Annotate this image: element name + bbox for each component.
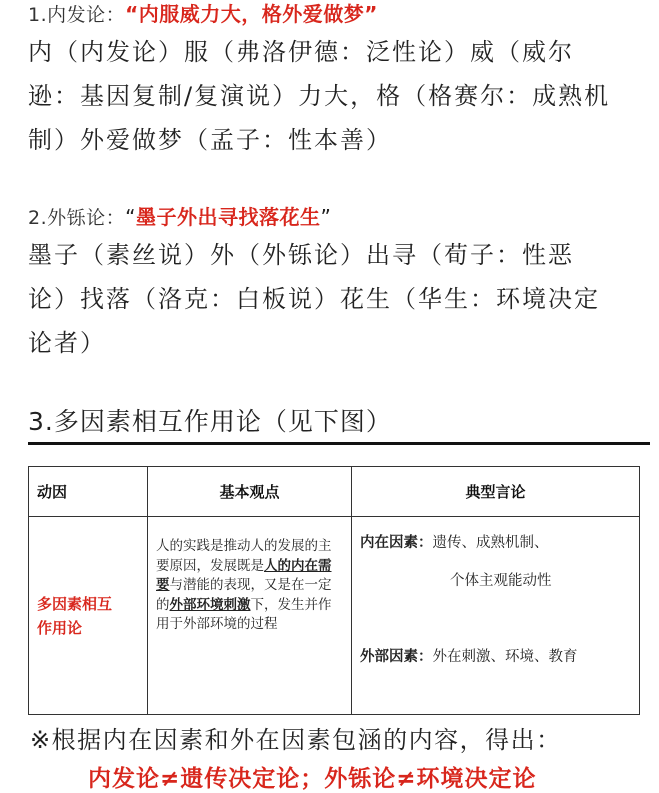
row-label-line: 多因素相互 [37,594,113,613]
viewpoint-part: 与潜能的表现，又是在一定的 [156,577,332,613]
internal-factors [360,531,549,552]
section1-heading [28,0,378,27]
section2-quote-close: ” [320,205,332,229]
section2-heading [28,201,331,230]
viewpoint-part: 人的实践是推动人的发展的主要原因，发展既是 [156,538,332,574]
viewpoint-text [156,523,343,635]
section1-mnemonic: “内服威力大，格外爱做梦” [125,2,378,26]
internal-line1: 遗传、成熟机制、 [432,535,549,551]
quotes-cell [352,517,640,715]
viewpoint-emphasis-internal: 人的内在需要 [156,557,332,593]
section-divider [28,442,650,445]
row-label [29,517,148,715]
section2-line: 论者） [28,329,106,357]
section1-line: 逊：基因复制/复演说）力大，格（格赛尔：成熟机 [28,82,611,110]
external-label: 外部因素： [360,648,433,665]
table-header-row [29,467,640,517]
row-label-line: 作用论 [37,618,83,637]
section1-line: 制）外爱做梦（孟子：性本善） [28,126,392,154]
viewpoint-part: 下，发生并作用于外部环境的过程 [156,596,332,632]
table-row [29,517,640,715]
conclusion: 内发论≠遗传决定论；外铄论≠环境决定论 [88,766,537,792]
section3-title: 3.多因素相互作用论（见下图） [28,407,392,436]
section2-mnemonic: 墨子外出寻找落花生 [136,205,321,229]
internal-line2: 个体主观能动性 [450,573,552,589]
external-factors [360,645,578,666]
external-text: 外在刺激、环境、教育 [432,649,578,665]
internal-label: 内在因素： [360,534,433,551]
viewpoint-cell [148,517,352,715]
summary-note: ※根据内在因素和外在因素包涵的内容，得出： [30,726,562,754]
section2-prefix: 2.外铄论： [28,207,126,229]
header-quotes: 典型言论 [352,467,640,517]
section1-body [28,30,653,162]
section1-line: 内（内发论）服（弗洛伊德：泛性论）威（威尔 [28,38,574,66]
header-viewpoint: 基本观点 [148,467,352,517]
section2-line: 论）找落（洛克：白板说）花生（华生：环境决定 [28,285,600,313]
section1-prefix: 1.内发论： [28,4,126,26]
header-cause: 动因 [29,467,148,517]
factors-table [28,466,640,715]
section2-quote-open: “ [125,205,137,229]
section2-body [28,233,653,365]
section2-line: 墨子（素丝说）外（外铄论）出寻（荀子：性恶 [28,241,574,269]
viewpoint-emphasis-external: 外部环境刺激 [169,596,251,613]
